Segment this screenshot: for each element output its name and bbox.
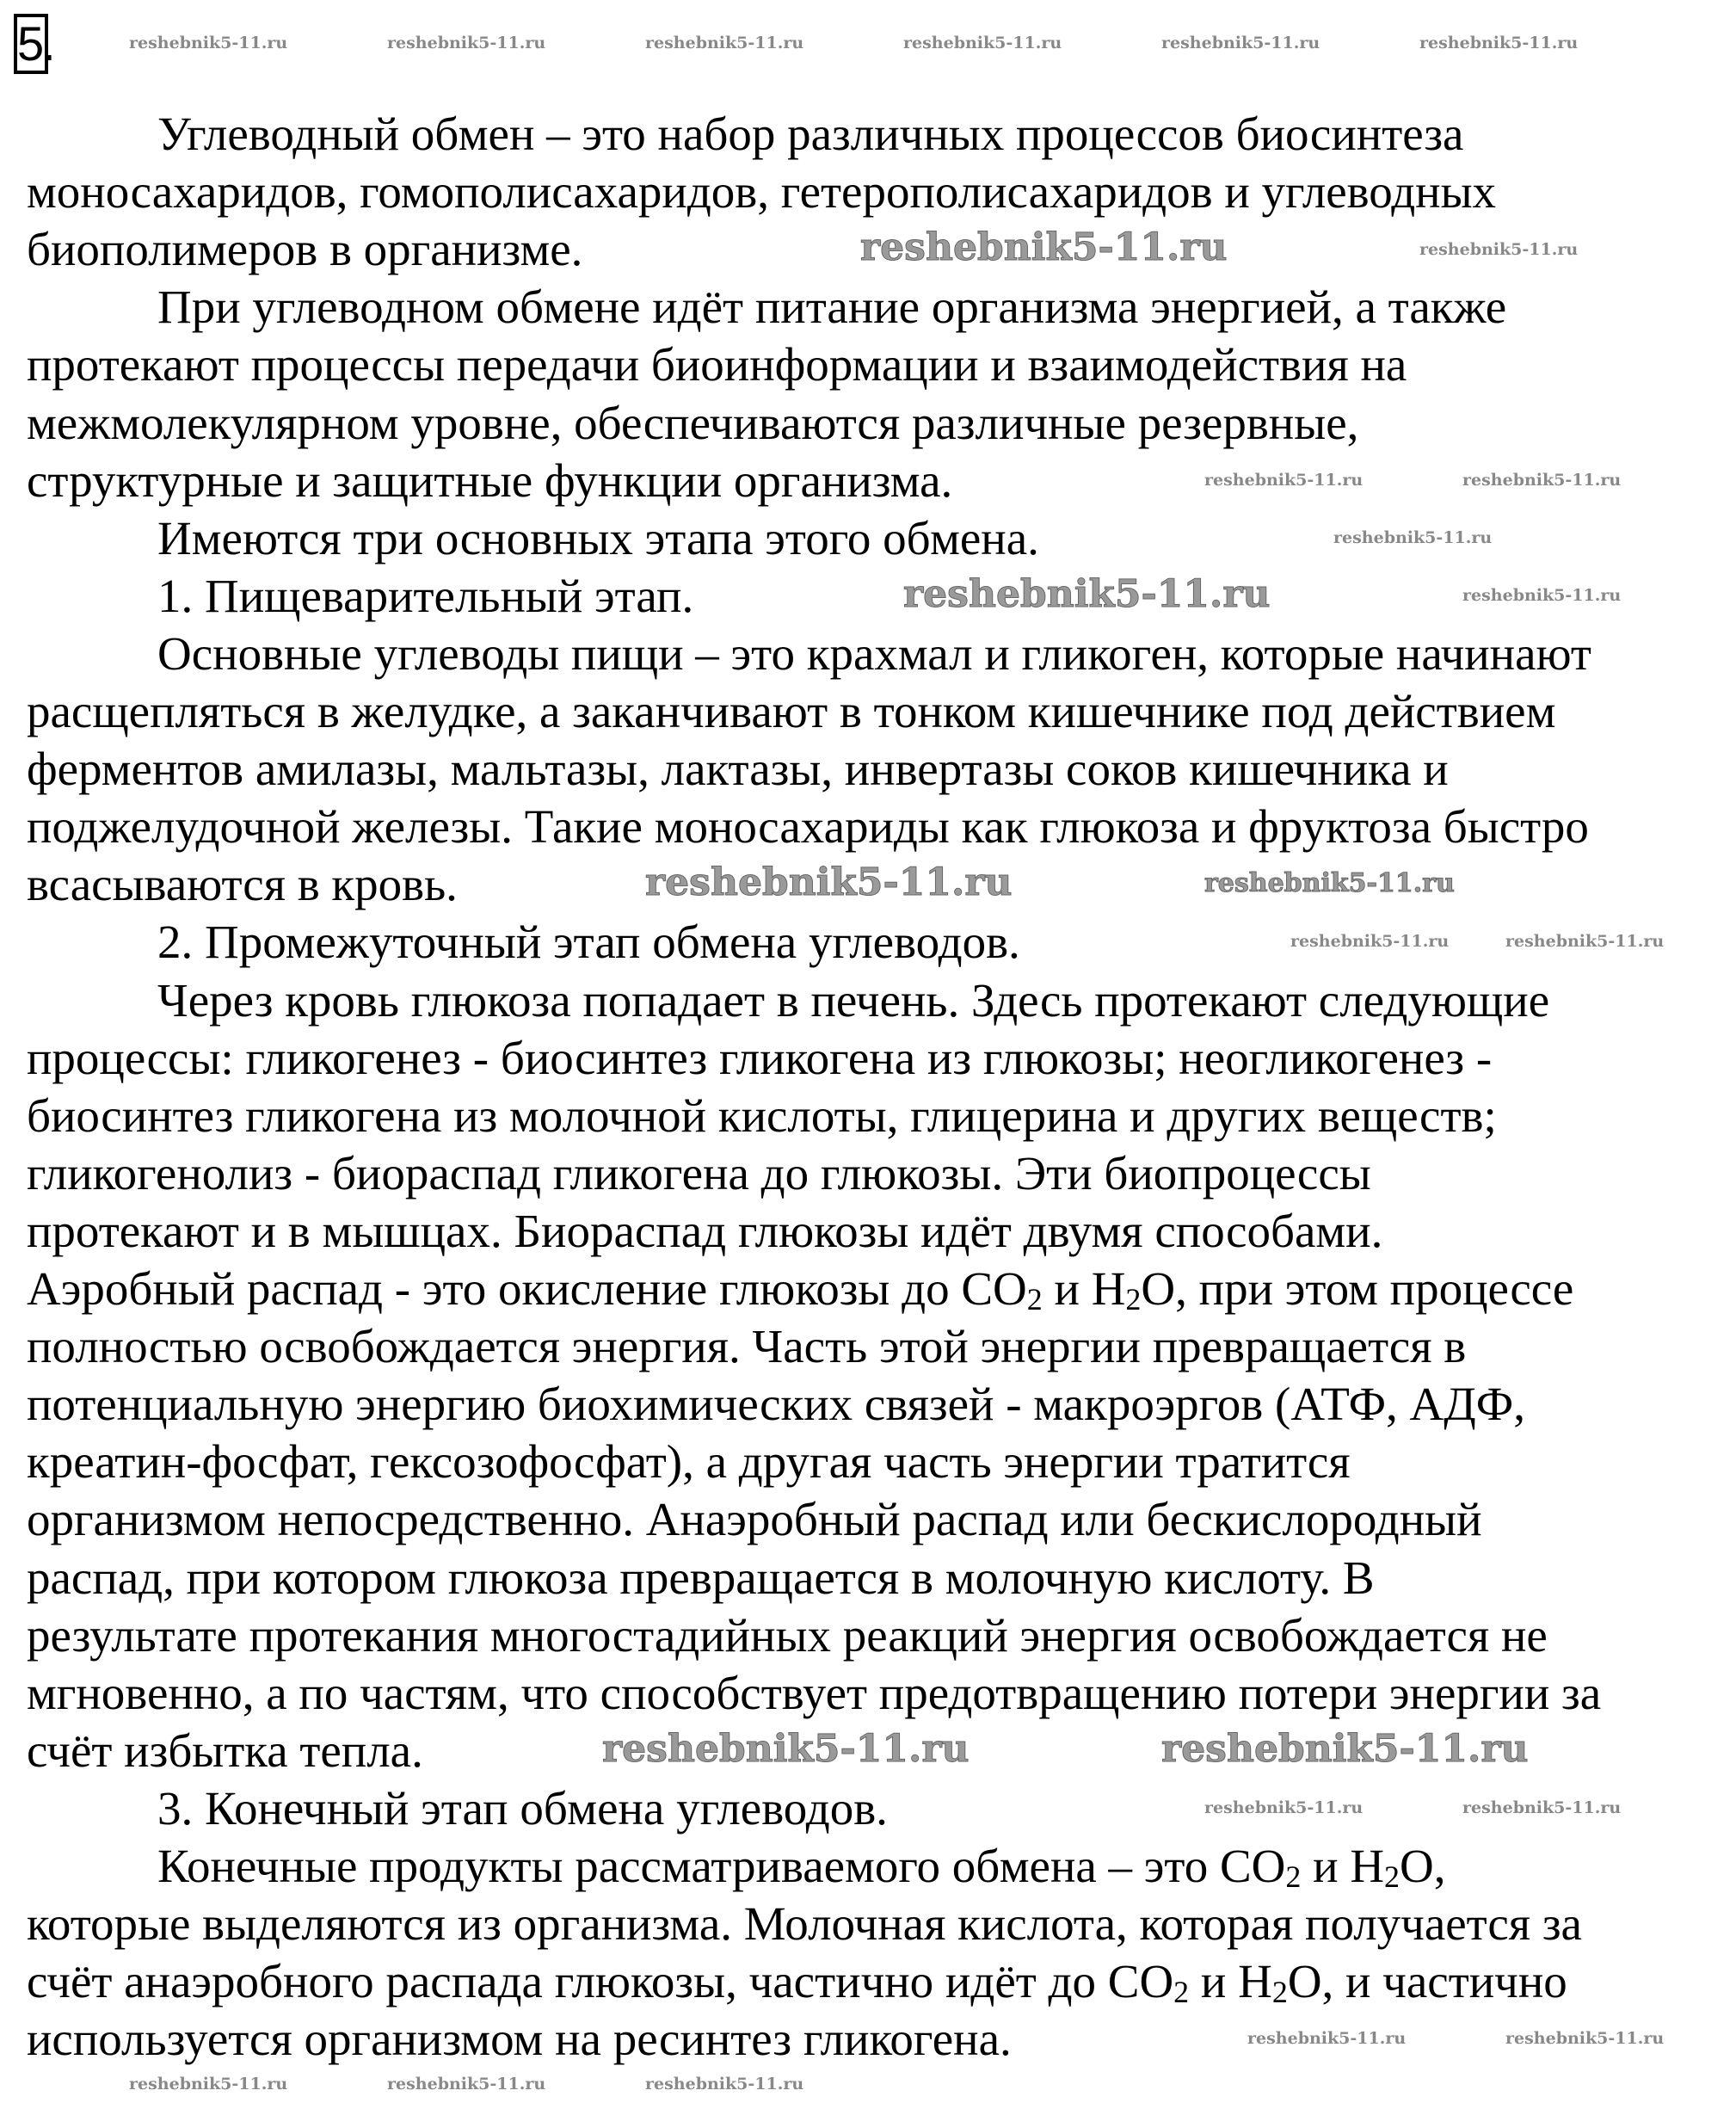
text-line: [27, 1955, 1567, 2010]
subscript: 2: [1271, 1975, 1288, 2010]
text-segment: счёт анаэробного распада глюкозы, частично идёт до CO: [27, 1955, 1174, 2008]
text-line: [27, 1148, 1371, 1199]
text-segment: ферментов амилазы, мальтазы, лактазы, инвертазы соков кишечника и: [27, 743, 1449, 796]
text-line: [27, 1206, 1382, 1257]
text-segment: используется организмом на ресинтез гликогена.: [27, 2013, 1012, 2066]
text-line: [157, 1783, 888, 1835]
text-segment: поджелудочной железы. Такие моносахариды как глюкоза и фруктоза быстро: [27, 800, 1589, 854]
text-segment: распад, при котором глюкоза превращается в молочную кислоту. В: [27, 1551, 1375, 1604]
text-segment: потенциальную энергию биохимических связей - макроэргов (АТФ, АДФ,: [27, 1378, 1525, 1431]
text-line: [157, 1841, 1446, 1892]
text-line: [27, 1668, 1601, 1719]
text-line: [27, 1321, 1466, 1372]
text-line: [27, 166, 1496, 218]
text-segment: и H: [1189, 1955, 1272, 2008]
watermark: reshebnik5-11.ru: [860, 225, 1228, 269]
text-line: [27, 1033, 1492, 1084]
text-line: [157, 281, 1506, 333]
text-segment: протекают процессы передачи биоинформации и взаимодействия на: [27, 338, 1407, 392]
watermark: reshebnik5-11.ru: [1204, 868, 1455, 898]
watermark: reshebnik5-11.ru: [1419, 34, 1579, 52]
text-segment: O, при этом процессе: [1141, 1262, 1574, 1315]
text-segment: моносахаридов, гомополисахаридов, гетерополисахаридов и углеводных: [27, 165, 1497, 219]
text-line: [27, 1263, 1573, 1315]
watermark: reshebnik5-11.ru: [129, 34, 288, 52]
text-segment: O, и частично: [1287, 1955, 1567, 2008]
subscript: 2: [1285, 1859, 1302, 1894]
text-segment: 1. Пищеварительный этап.: [157, 569, 694, 622]
watermark: reshebnik5-11.ru: [645, 860, 1013, 904]
text-segment: результате протекания многостадийных реакций энергия освобождается не: [27, 1608, 1548, 1662]
subscript: 2: [1125, 1282, 1142, 1317]
text-line: [157, 975, 1549, 1027]
text-line: [27, 1725, 423, 1777]
text-line: [27, 339, 1407, 391]
text-line: [27, 1494, 1482, 1545]
watermark: reshebnik5-11.ru: [1247, 2029, 1407, 2048]
watermark: reshebnik5-11.ru: [1333, 528, 1493, 547]
text-segment: и H: [1042, 1262, 1126, 1315]
watermark: reshebnik5-11.ru: [903, 34, 1062, 52]
text-segment: Конечные продукты рассматриваемого обмена – это CO: [157, 1840, 1286, 1892]
text-line: [27, 1898, 1582, 1950]
text-line: [27, 1610, 1548, 1662]
text-line: [27, 686, 1555, 737]
watermark: reshebnik5-11.ru: [387, 2075, 546, 2094]
text-line: [27, 398, 1358, 449]
text-segment: Имеются три основных этапа этого обмена.: [157, 511, 1039, 564]
watermark: reshebnik5-11.ru: [1462, 471, 1622, 490]
text-segment: организмом непосредственно. Анаэробный распад или бескислородный: [27, 1493, 1482, 1546]
text-segment: При углеводном обмене идёт питание организма энергией, а также: [157, 281, 1507, 334]
watermark: reshebnik5-11.ru: [645, 2075, 804, 2094]
text-segment: Основные углеводы пищи – это крахмал и гликоген, которые начинают: [157, 626, 1591, 680]
watermark: reshebnik5-11.ru: [129, 2075, 288, 2094]
text-segment: и H: [1301, 1840, 1385, 1892]
watermark: reshebnik5-11.ru: [1161, 1727, 1529, 1771]
text-segment: Через кровь глюкоза попадает в печень. Здесь протекают следующие: [157, 973, 1550, 1027]
text-segment: Аэробный распад - это окисление глюкозы до CO: [27, 1262, 1027, 1315]
subscript: 2: [1026, 1282, 1043, 1317]
text-segment: структурные и защитные функции организма.: [27, 453, 953, 507]
watermark: reshebnik5-11.ru: [602, 1727, 970, 1771]
watermark: reshebnik5-11.ru: [1204, 471, 1364, 490]
text-line: [27, 801, 1589, 853]
text-segment: всасываются в кровь.: [27, 858, 458, 911]
text-line: [157, 916, 1020, 968]
text-segment: полностью освобождается энергия. Часть этой энергии превращается в: [27, 1320, 1467, 1373]
text-segment: которые выделяются из организма. Молочная кислота, которая получается за: [27, 1897, 1582, 1951]
text-line: [157, 570, 693, 622]
text-segment: счёт избытка тепла.: [27, 1724, 423, 1777]
text-line: [27, 1436, 1351, 1488]
text-line: [157, 513, 1039, 564]
watermark: reshebnik5-11.ru: [387, 34, 546, 52]
text-line: [27, 455, 952, 507]
text-segment: гликогенолиз - биораспад гликогена до глюкозы. Эти биопроцессы: [27, 1146, 1371, 1199]
watermark: reshebnik5-11.ru: [1419, 240, 1579, 259]
text-line: [27, 2013, 1012, 2065]
watermark: reshebnik5-11.ru: [1204, 1798, 1364, 1817]
text-segment: процессы: гликогенез - биосинтез гликогена из глюкозы; неогликогенез -: [27, 1031, 1493, 1084]
watermark: reshebnik5-11.ru: [1505, 932, 1665, 951]
watermark: reshebnik5-11.ru: [903, 572, 1271, 616]
watermark: reshebnik5-11.ru: [1161, 34, 1320, 52]
watermark: reshebnik5-11.ru: [1462, 1798, 1622, 1817]
text-segment: расщепляться в желудке, а заканчивают в тонком кишечнике под действием: [27, 685, 1556, 737]
text-line: [27, 1090, 1497, 1142]
text-line: [27, 1378, 1525, 1430]
watermark: reshebnik5-11.ru: [1290, 932, 1450, 951]
watermark: reshebnik5-11.ru: [1462, 586, 1622, 605]
text-segment: 2. Промежуточный этап обмена углеводов.: [157, 916, 1020, 969]
watermark: reshebnik5-11.ru: [645, 34, 804, 52]
text-segment: O,: [1400, 1840, 1446, 1892]
watermark: reshebnik5-11.ru: [1505, 2029, 1665, 2048]
text-segment: протекают и в мышцах. Биораспад глюкозы идёт двумя способами.: [27, 1204, 1383, 1257]
text-line: [157, 108, 1463, 160]
text-segment: биополимеров в организме.: [27, 223, 583, 276]
text-segment: мгновенно, а по частям, что способствует предотвращению потери энергии за: [27, 1666, 1602, 1719]
text-segment: креатин-фосфат, гексозофосфат), а другая часть энергии тратится: [27, 1435, 1351, 1489]
subscript: 2: [1384, 1859, 1400, 1894]
task-number-box: 5.: [14, 14, 48, 74]
text-line: [27, 1552, 1375, 1604]
text-line: [27, 743, 1449, 795]
text-line: [27, 224, 582, 275]
text-segment: Углеводный обмен – это набор различных процессов биосинтеза: [157, 108, 1464, 160]
subscript: 2: [1173, 1975, 1190, 2010]
text-segment: 3. Конечный этап обмена углеводов.: [157, 1781, 888, 1835]
text-segment: биосинтез гликогена из молочной кислоты, глицерина и других веществ;: [27, 1088, 1497, 1142]
text-segment: межмолекулярном уровне, обеспечиваются различные резервные,: [27, 396, 1359, 449]
text-line: [27, 859, 458, 910]
text-line: [157, 628, 1591, 680]
